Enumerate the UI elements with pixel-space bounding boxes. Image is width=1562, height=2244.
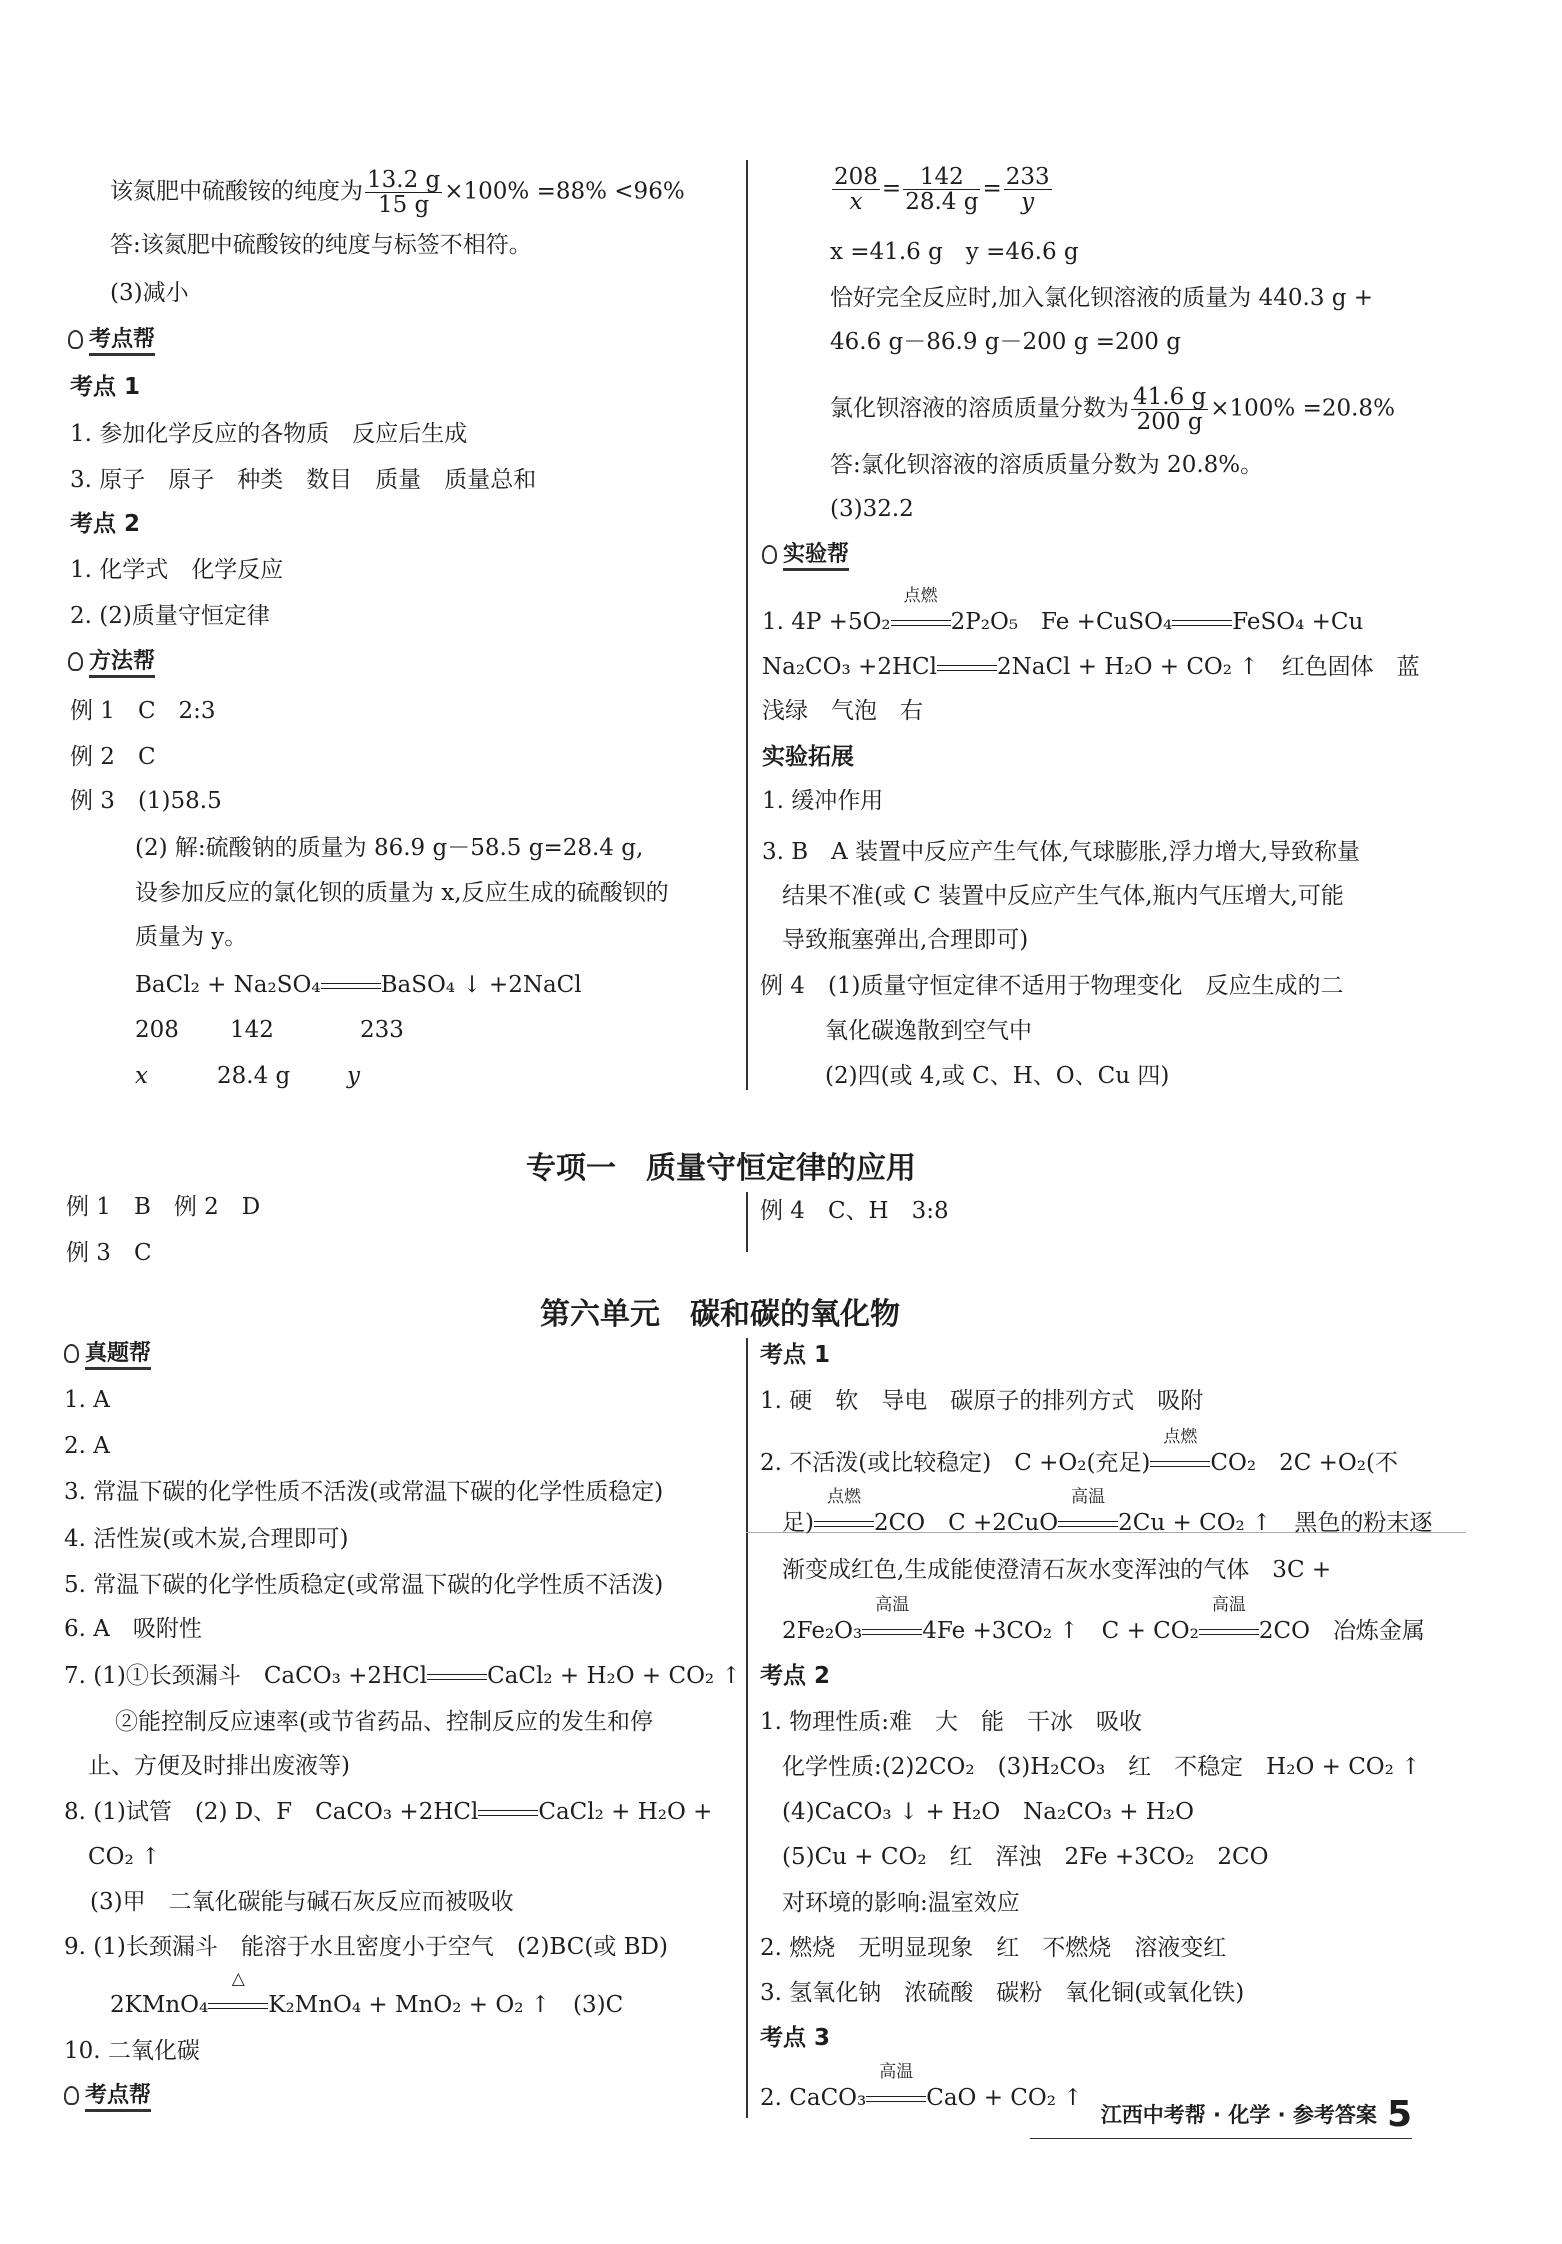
question-7-line-3: 止、方便及时排出废液等) [88, 1753, 350, 1779]
section-kaodian-header-2: 考点帮 [64, 2081, 151, 2111]
unit6-kaodian-2-item-5: (5)Cu + CO₂ 红 浑浊 2Fe +3CO₂ 2CO [782, 1844, 1269, 1870]
column-divider [746, 1192, 748, 1252]
kaodian-1-label: 考点 1 [70, 374, 141, 400]
extension-3-line-2: 结果不准(或 C 装置中反应产生气体,瓶内气压增大,可能 [782, 883, 1344, 909]
kaodian-2-item-2: 2. (2)质量守恒定律 [70, 603, 270, 629]
answer-line: 答:该氮肥中硫酸铵的纯度与标签不相符。 [110, 232, 532, 258]
lightbulb-icon [68, 652, 83, 671]
unit-6-title: 第六单元 碳和碳的氧化物 [540, 1297, 900, 1332]
unit6-kaodian-1-item-1: 1. 硬 软 导电 碳原子的排列方式 吸附 [760, 1388, 1204, 1414]
experiment-extension-label: 实验拓展 [762, 744, 854, 770]
unit6-kaodian-1-item-2: 2. 不活泼(或比较稳定) C +O₂(充足) 点燃 CO₂ 2C +O₂(不 [760, 1427, 1398, 1476]
question-8: 8. (1)试管 (2) D、F CaCO₃ +2HCl CaCl₂ + H₂O + [64, 1799, 713, 1825]
purity-fraction: $\frac{13.2 g}{15 g}$ [367, 167, 441, 218]
lightbulb-icon [64, 1344, 79, 1363]
experiment-eq-2: Na₂CO₃ +2HCl 2NaCl + H₂O + CO₂ ↑ 红色固体 蓝 [762, 654, 1420, 680]
lightbulb-icon [64, 2086, 79, 2105]
mass-ratio-row-1: 208 142 233 [135, 1017, 404, 1043]
experiment-line-3: 浅绿 气泡 右 [762, 698, 923, 724]
example-1: 例 1 C 2:3 [70, 698, 216, 724]
example-3: 例 3 (1)58.5 [70, 788, 222, 814]
lightbulb-icon [762, 545, 777, 564]
example-3-solution: (2) 解:硫酸钠的质量为 86.9 g－58.5 g=28.4 g, [135, 835, 644, 861]
proportion-line: $\frac{208}{x}$ = $\frac{142}{28.4 g}$ = $\frac{233}{y}$ [834, 164, 1050, 215]
solution-mass-line: 恰好完全反应时,加入氯化钡溶液的质量为 440.3 g + [830, 285, 1374, 311]
unit6-kaodian-2-env: 对环境的影响:温室效应 [782, 1890, 1020, 1916]
purity-calc-line: 该氮肥中硫酸铵的纯度为 $\frac{13.2 g}{15 g}$ ×100% =88% <96% [110, 167, 685, 218]
kaodian-1-item-3: 3. 原子 原子 种类 数目 质量 质量总和 [70, 467, 537, 493]
question-7-line-2: ②能控制反应速率(或节省药品、控制反应的发生和停 [115, 1709, 653, 1735]
answer-3: (3)减小 [110, 280, 189, 306]
kaodian-1-item-1: 1. 参加化学反应的各物质 反应后生成 [70, 421, 468, 447]
question-3: 3. 常温下碳的化学性质不活泼(或常温下碳的化学性质稳定) [64, 1479, 664, 1505]
section-kaodian-header: 考点帮 [68, 325, 155, 355]
unit6-kaodian-1-item-2-line-2: 足) 点燃 2CO C +2CuO 高温 2Cu + CO₂ ↑ 黑色的粉末逐 [782, 1487, 1433, 1536]
question-8-line-3: (3)甲 二氧化碳能与碱石灰反应而被吸收 [90, 1889, 514, 1915]
section-fangfa-header: 方法帮 [68, 647, 155, 677]
unit6-kaodian-2-chem: 化学性质:(2)2CO₂ (3)H₂CO₃ 红 不稳定 H₂O + CO₂ ↑ [782, 1754, 1421, 1780]
extension-1: 1. 缓冲作用 [762, 788, 884, 814]
unit6-kaodian-2-item-4: (4)CaCO₃ ↓ + H₂O Na₂CO₃ + H₂O [782, 1799, 1194, 1825]
question-9-equation: 2KMnO₄ △ K₂MnO₄ + MnO₂ + O₂ ↑ (3)C [110, 1969, 624, 2018]
answer-line-right: 答:氯化钡溶液的溶质质量分数为 20.8%。 [830, 452, 1264, 478]
unit6-kaodian-3-label: 考点 3 [760, 2025, 831, 2051]
extension-3-line-3: 导致瓶塞弹出,合理即可) [782, 927, 1029, 953]
unit6-kaodian-3-item-2: 2. CaCO₃ 高温 CaO + CO₂ ↑ [760, 2062, 1083, 2111]
section-zhenti-header: 真题帮 [64, 1339, 151, 1369]
special-example-1-2: 例 1 B 例 2 D [66, 1194, 261, 1220]
solution-values: x =41.6 g y =46.6 g [830, 239, 1079, 265]
unit6-kaodian-2-item-2: 2. 燃烧 无明显现象 红 不燃烧 溶液变红 [760, 1935, 1227, 1961]
question-1: 1. A [64, 1387, 110, 1413]
unit6-kaodian-1-item-2-line-3: 渐变成红色,生成能使澄清石灰水变浑浊的气体 3C + [782, 1557, 1332, 1583]
question-9: 9. (1)长颈漏斗 能溶于水且密度小于空气 (2)BC(或 BD) [64, 1934, 668, 1960]
unit6-kaodian-2-label: 考点 2 [760, 1663, 831, 1689]
question-5: 5. 常温下碳的化学性质稳定(或常温下碳的化学性质不活泼) [64, 1572, 664, 1598]
unit6-kaodian-1-label: 考点 1 [760, 1342, 831, 1368]
example-3-assume-2: 质量为 y。 [135, 924, 248, 950]
unit6-kaodian-1-item-2-line-4: 2Fe₂O₃ 高温 4Fe +3CO₂ ↑ C + CO₂ 高温 2CO 冶炼金属 [782, 1595, 1425, 1644]
unit6-kaodian-2-item-3: 3. 氢氧化钠 浓硫酸 碳粉 氧化铜(或氧化铁) [760, 1980, 1245, 2006]
page-number: 5 [1386, 2094, 1412, 2135]
section-shiyan-header: 实验帮 [762, 540, 849, 570]
fraction-line: 氯化钡溶液的溶质质量分数为 $\frac{41.6 g}{200 g}$ ×100% =20.8% [830, 384, 1395, 435]
example-3-assume: 设参加反应的氯化钡的质量为 x,反应生成的硫酸钡的 [135, 880, 669, 906]
special-example-4: 例 4 C、H 3:8 [760, 1198, 949, 1224]
question-2: 2. A [64, 1433, 110, 1459]
solution-mass-line-2: 46.6 g－86.9 g－200 g =200 g [830, 329, 1181, 355]
mass-ratio-row-2: x 28.4 g y [135, 1063, 360, 1089]
reaction-equation: BaCl₂ + Na₂SO₄ BaSO₄ ↓ +2NaCl [135, 972, 582, 998]
question-8-line-2: CO₂ ↑ [88, 1844, 161, 1870]
kaodian-2-item-1: 1. 化学式 化学反应 [70, 557, 284, 583]
footer-rule [1030, 2138, 1412, 2139]
special-topic-title: 专项一 质量守恒定律的应用 [526, 1151, 916, 1186]
column-divider [746, 1338, 748, 2118]
lightbulb-icon [68, 330, 83, 349]
kaodian-2-label: 考点 2 [70, 511, 141, 537]
special-example-3: 例 3 C [66, 1240, 152, 1266]
column-divider [746, 160, 748, 1090]
unit6-kaodian-2-item-1: 1. 物理性质:难 大 能 干冰 吸收 [760, 1709, 1143, 1735]
example-4: 例 4 (1)质量守恒定律不适用于物理变化 反应生成的二 [760, 973, 1344, 999]
page-footer: 江西中考帮 · 化学 · 参考答案 5 [1100, 2094, 1412, 2135]
question-7: 7. (1)①长颈漏斗 CaCO₃ +2HCl CaCl₂ + H₂O + CO₂ ↑ [64, 1663, 741, 1689]
answer-3-right: (3)32.2 [830, 496, 914, 522]
question-6: 6. A 吸附性 [64, 1616, 202, 1642]
example-4-line-2: 氧化碳逸散到空气中 [825, 1018, 1032, 1044]
question-4: 4. 活性炭(或木炭,合理即可) [64, 1526, 349, 1552]
question-10: 10. 二氧化碳 [64, 2038, 200, 2064]
example-4-line-3: (2)四(或 4,或 C、H、O、Cu 四) [825, 1063, 1170, 1089]
example-2: 例 2 C [70, 744, 156, 770]
extension-3: 3. B A 装置中反应产生气体,气球膨胀,浮力增大,导致称量 [762, 839, 1361, 865]
experiment-eq-1: 1. 4P +5O₂ 点燃 2P₂O₅ Fe +CuSO₄ FeSO₄ +Cu [762, 586, 1364, 635]
